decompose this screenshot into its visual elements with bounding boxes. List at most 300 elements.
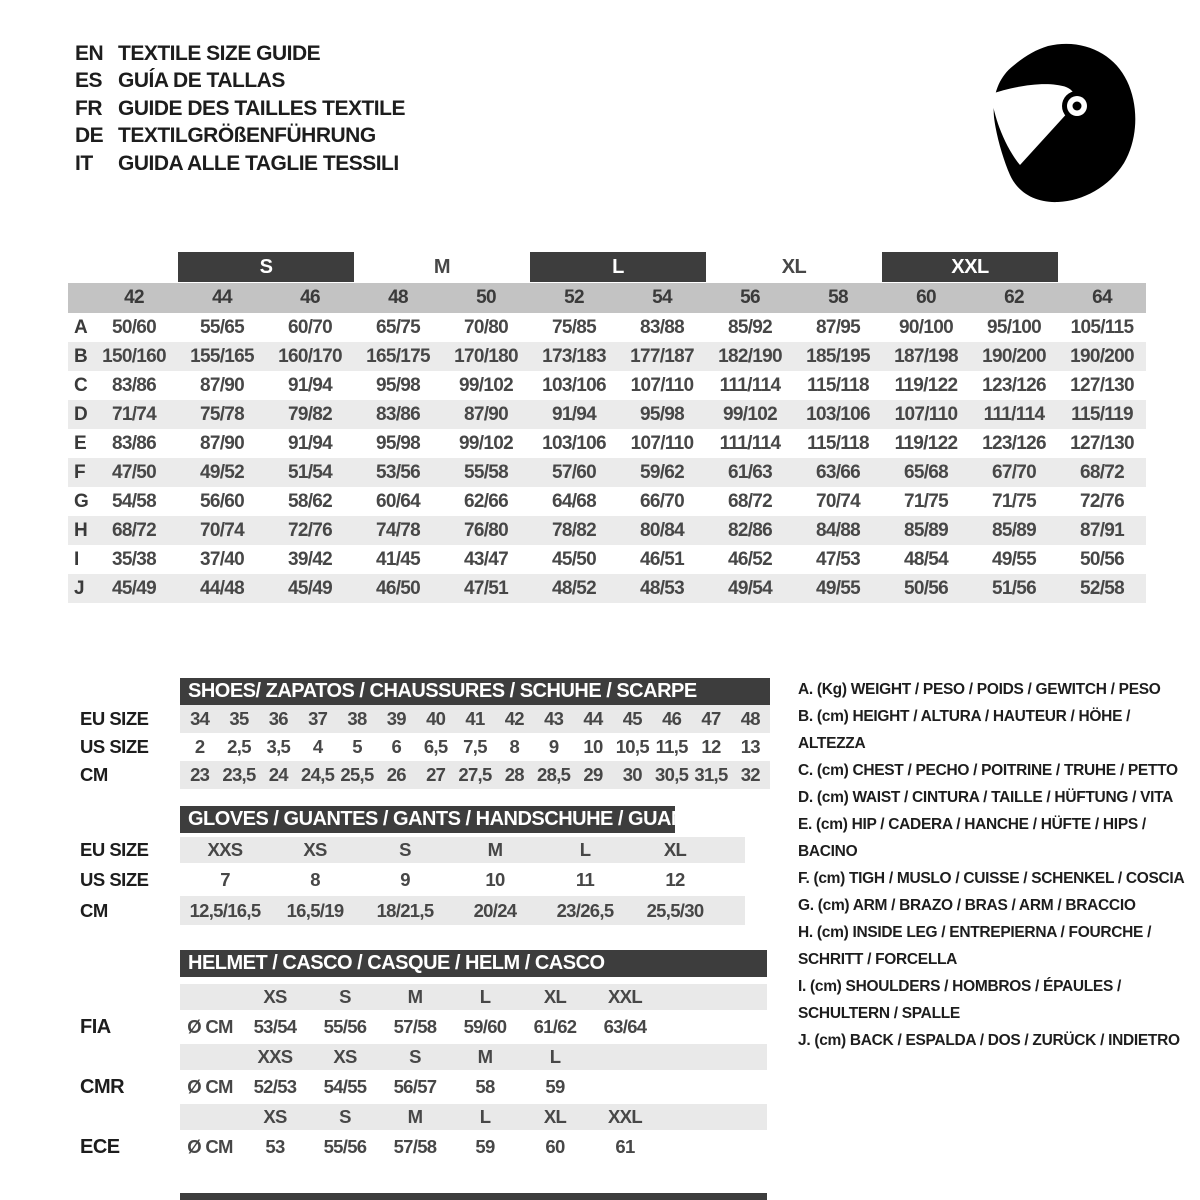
shoes-value-cell: 10 [583, 736, 603, 757]
measurement-cell: 127/130 [1070, 374, 1134, 396]
shoes-value-cell: 7,5 [463, 736, 487, 757]
size-group-l: L [530, 252, 706, 282]
measurement-cell: 79/82 [287, 403, 333, 425]
size-number-row [68, 283, 1146, 313]
shoes-row [180, 733, 770, 761]
language-code: EN [75, 41, 104, 65]
measurement-cell: 60/64 [375, 490, 421, 512]
measurement-cell: 35/38 [111, 548, 157, 570]
shoes-value-cell: 34 [190, 708, 210, 729]
measurement-cell: 47/50 [111, 461, 157, 483]
measurement-cell: 84/88 [815, 519, 861, 541]
gloves-value-cell: 12,5/16,5 [189, 899, 261, 921]
helmet-value-cell: 54/55 [323, 1076, 367, 1097]
legend-item: J. (cm) BACK / ESPALDA / DOS / ZURÜCK / INDIETRO [798, 1032, 1180, 1049]
helmet-size-cell: L [549, 1046, 561, 1067]
measurement-cell: 47/53 [815, 548, 861, 570]
shoes-value-cell: 8 [509, 736, 520, 757]
language-title: GUIDA ALLE TAGLIE TESSILI [118, 151, 399, 175]
language-title: GUIDE DES TAILLES TEXTILE [118, 96, 405, 120]
measurement-cell: 99/102 [723, 403, 777, 425]
cropped-section-bar [180, 1193, 767, 1200]
helmet-value-cell: 60 [545, 1136, 565, 1157]
measurement-cell: 56/60 [199, 490, 245, 512]
measurement-cell: 52/58 [1079, 577, 1125, 599]
measurement-cell: 46/50 [375, 577, 421, 599]
shoes-value-cell: 2 [194, 736, 205, 757]
legend-item: G. (cm) ARM / BRAZO / BRAS / ARM / BRACCIO [798, 897, 1136, 914]
helmet-table [180, 984, 767, 1164]
measurement-cell: 76/80 [463, 519, 509, 541]
measurement-cell: 115/118 [807, 374, 869, 396]
gloves-value-cell: L [579, 839, 591, 860]
measurement-cell: 68/72 [1079, 461, 1125, 483]
measurement-cell: 37/40 [199, 548, 245, 570]
shoes-row [180, 761, 770, 789]
measurement-cell: 49/55 [991, 548, 1037, 570]
measurement-cell: 111/114 [719, 374, 781, 396]
language-code: DE [75, 124, 104, 148]
table-row [68, 342, 1146, 371]
shoes-row [180, 705, 770, 733]
shoes-value-cell: 28,5 [537, 764, 571, 785]
measurement-cell: 150/160 [102, 345, 166, 367]
helmet-sizes-row-ece [180, 1104, 767, 1130]
row-letter: B [74, 345, 88, 367]
helmet-size-cell: S [409, 1046, 421, 1067]
helmet-value-cell: 55/56 [323, 1136, 367, 1157]
measurement-cell: 65/75 [375, 316, 421, 338]
measurement-cell: 49/54 [727, 577, 773, 599]
gloves-value-cell: 16,5/19 [286, 899, 344, 921]
shoes-value-cell: 27,5 [458, 764, 492, 785]
gloves-row [180, 837, 745, 863]
measurement-cell: 46/52 [727, 548, 773, 570]
helmet-size-cell: M [477, 1046, 493, 1067]
gloves-value-cell: XL [663, 839, 687, 860]
table-row [68, 545, 1146, 574]
shoes-value-cell: 24 [268, 764, 288, 785]
shoes-value-cell: 41 [465, 708, 485, 729]
gloves-value-cell: M [487, 839, 503, 860]
language-code: FR [75, 96, 102, 120]
measurement-cell: 87/90 [463, 403, 509, 425]
helmet-sizes-row-fia [180, 984, 767, 1010]
measurement-cell: 187/198 [894, 345, 958, 367]
measurement-cell: 95/98 [375, 374, 421, 396]
measurement-cell: 87/91 [1079, 519, 1125, 541]
measurement-cell: 82/86 [727, 519, 773, 541]
row-letter: A [74, 316, 88, 338]
shoes-value-cell: 31,5 [694, 764, 728, 785]
size-number-cell: 56 [740, 287, 760, 308]
measurement-cell: 170/180 [454, 345, 518, 367]
measurement-legend [798, 676, 1188, 1054]
helmet-value-cell: 56/57 [393, 1076, 437, 1097]
measurement-cell: 190/200 [1070, 345, 1134, 367]
gloves-eu-size-label: EU SIZE [80, 839, 149, 860]
legend-item: B. (cm) HEIGHT / ALTURA / HAUTEUR / HÖHE / ALTEZZA [798, 708, 1131, 752]
measurement-cell: 185/195 [806, 345, 870, 367]
helmet-values-row-fia [180, 1010, 767, 1044]
size-group-m: M [433, 255, 451, 278]
measurement-cell: 119/122 [894, 432, 958, 454]
measurement-cell: 107/110 [894, 403, 958, 425]
measurement-cell: 99/102 [459, 374, 513, 396]
shoes-value-cell: 42 [504, 708, 524, 729]
table-row [68, 400, 1146, 429]
size-number-cell: 42 [124, 287, 144, 308]
measurement-cell: 47/51 [463, 577, 509, 599]
language-title: GUÍA DE TALLAS [118, 69, 285, 93]
row-letter: H [74, 519, 88, 541]
helmet-value-cell: 57/58 [393, 1136, 437, 1157]
measurement-cell: 72/76 [1079, 490, 1125, 512]
measurement-cell: 115/119 [1071, 403, 1133, 425]
row-letter: D [74, 403, 88, 425]
measurement-cell: 61/63 [727, 461, 773, 483]
table-row [68, 574, 1146, 603]
shoes-value-cell: 12 [701, 736, 721, 757]
measurement-cell: 85/92 [727, 316, 773, 338]
measurement-cell: 83/86 [111, 374, 157, 396]
measurement-cell: 59/62 [639, 461, 685, 483]
measurement-cell: 64/68 [551, 490, 597, 512]
shoes-value-cell: 10,5 [615, 736, 649, 757]
measurement-cell: 67/70 [991, 461, 1037, 483]
measurement-cell: 103/106 [542, 374, 606, 396]
helmet-size-cell: M [407, 1106, 423, 1127]
size-number-cell: 62 [1004, 287, 1024, 308]
gloves-value-cell: 20/24 [473, 899, 517, 921]
measurement-cell: 87/90 [199, 374, 245, 396]
gloves-value-cell: 11 [575, 868, 595, 890]
helmet-size-cell: XS [263, 986, 287, 1007]
measurement-cell: 83/88 [639, 316, 685, 338]
helmet-size-cell: XXL [608, 986, 642, 1007]
textile-size-table [68, 252, 1146, 603]
helmet-value-cell: 55/56 [323, 1016, 367, 1037]
measurement-cell: 39/42 [287, 548, 333, 570]
legend-item: A. (Kg) WEIGHT / PESO / POIDS / GEWITCH / PESO [798, 681, 1161, 698]
helmet-standard-label-cmr: CMR [80, 1075, 125, 1098]
language-row [75, 123, 405, 151]
helmet-values-row-ece [180, 1130, 767, 1164]
table-row [68, 487, 1146, 516]
helmet-size-cell: XS [333, 1046, 357, 1067]
size-number-cell: 58 [828, 287, 848, 308]
language-row [75, 68, 405, 96]
helmet-value-cell: 59 [475, 1136, 495, 1157]
shoes-cm-label: CM [80, 764, 108, 785]
legend-item: D. (cm) WAIST / CINTURA / TAILLE / HÜFTUNG / VITA [798, 789, 1174, 806]
shoes-us-size-label: US SIZE [80, 736, 149, 757]
measurement-cell: 74/78 [375, 519, 421, 541]
measurement-cell: 173/183 [542, 345, 606, 367]
measurement-cell: 107/110 [630, 374, 694, 396]
corner-cell [68, 283, 90, 313]
measurement-cell: 45/49 [287, 577, 333, 599]
size-group-header-row [68, 252, 1146, 282]
shoes-value-cell: 46 [662, 708, 682, 729]
shoes-value-cell: 39 [386, 708, 406, 729]
shoes-value-cell: 30,5 [655, 764, 689, 785]
shoes-value-cell: 11,5 [655, 736, 688, 757]
gloves-table [180, 837, 745, 925]
row-letter: J [74, 577, 84, 599]
measurement-cell: 99/102 [459, 432, 513, 454]
helmet-size-cell: XS [263, 1106, 287, 1127]
measurement-cell: 63/66 [815, 461, 861, 483]
measurement-cell: 45/50 [551, 548, 597, 570]
language-row [75, 95, 405, 123]
helmet-size-cell: S [339, 986, 351, 1007]
language-title: TEXTILGRÖßENFÜHRUNG [118, 124, 376, 148]
diameter-unit-cell: Ø CM [187, 1136, 233, 1157]
shoes-value-cell: 23,5 [222, 764, 256, 785]
gloves-cm-label: CM [80, 899, 108, 921]
gloves-value-cell: 7 [220, 868, 230, 890]
shoes-value-cell: 48 [740, 708, 760, 729]
measurement-cell: 53/56 [375, 461, 421, 483]
helmet-size-cell: S [339, 1106, 351, 1127]
measurement-cell: 182/190 [718, 345, 782, 367]
measurement-cell: 65/68 [903, 461, 949, 483]
helmet-size-cell: XL [543, 1106, 567, 1127]
shoes-value-cell: 6 [391, 736, 402, 757]
gloves-row [180, 863, 745, 896]
shoes-value-cell: 47 [701, 708, 721, 729]
measurement-cell: 41/45 [375, 548, 421, 570]
size-number-cell: 50 [476, 287, 496, 308]
helmet-size-cell: M [407, 986, 423, 1007]
row-letter: E [74, 432, 86, 454]
table-row [68, 371, 1146, 400]
measurement-cell: 87/95 [815, 316, 861, 338]
measurement-cell: 71/75 [991, 490, 1037, 512]
measurement-cell: 90/100 [899, 316, 953, 338]
shoes-section-header-bar [180, 678, 770, 705]
size-number-cell: 44 [212, 287, 232, 308]
measurement-cell: 111/114 [719, 432, 781, 454]
measurement-cell: 103/106 [806, 403, 870, 425]
shoes-value-cell: 32 [740, 764, 760, 785]
helmet-value-cell: 59/60 [463, 1016, 507, 1037]
size-number-cell: 60 [916, 287, 936, 308]
shoes-value-cell: 4 [312, 736, 323, 757]
gloves-section-title: GLOVES / GUANTES / GANTS / HANDSCHUHE / GUANTI [188, 808, 702, 830]
measurement-cell: 165/175 [366, 345, 430, 367]
measurement-cell: 105/115 [1070, 316, 1134, 338]
language-row [75, 150, 405, 178]
row-letter: G [74, 490, 89, 512]
table-row [68, 516, 1146, 545]
helmet-value-cell: 58 [475, 1076, 495, 1097]
racing-helmet-icon [980, 36, 1140, 206]
measurement-cell: 107/110 [630, 432, 694, 454]
size-number-cell: 52 [564, 287, 584, 308]
measurement-cell: 46/51 [639, 548, 685, 570]
measurement-cell: 123/126 [982, 374, 1046, 396]
measurement-cell: 66/70 [639, 490, 685, 512]
measurement-cell: 85/89 [903, 519, 949, 541]
measurement-cell: 80/84 [639, 519, 685, 541]
measurement-cell: 68/72 [111, 519, 157, 541]
helmet-standard-label-ece: ECE [80, 1135, 120, 1158]
measurement-cell: 85/89 [991, 519, 1037, 541]
shoes-table [180, 705, 770, 789]
measurement-cell: 83/86 [375, 403, 421, 425]
measurement-cell: 70/74 [815, 490, 861, 512]
shoes-value-cell: 3,5 [266, 736, 291, 757]
helmet-size-cell: L [479, 1106, 491, 1127]
language-title: TEXTILE SIZE GUIDE [118, 41, 321, 65]
helmet-size-cell: L [479, 986, 491, 1007]
shoes-value-cell: 44 [583, 708, 603, 729]
table-row [68, 313, 1146, 342]
helmet-standard-label-fia: FIA [80, 1015, 111, 1038]
shoes-value-cell: 5 [352, 736, 362, 757]
shoes-value-cell: 28 [504, 764, 524, 785]
measurement-cell: 83/86 [111, 432, 157, 454]
measurement-cell: 70/74 [199, 519, 245, 541]
measurement-cell: 91/94 [287, 432, 333, 454]
measurement-cell: 58/62 [287, 490, 333, 512]
measurement-cell: 70/80 [463, 316, 509, 338]
size-number-cell: 64 [1092, 287, 1112, 308]
shoes-value-cell: 29 [583, 764, 603, 785]
measurement-cell: 72/76 [287, 519, 333, 541]
helmet-size-cell: XXL [608, 1106, 642, 1127]
gloves-value-cell: 23/26,5 [556, 899, 614, 921]
gloves-value-cell: 18/21,5 [376, 899, 434, 921]
gloves-value-cell: 10 [485, 868, 505, 890]
measurement-cell: 87/90 [199, 432, 245, 454]
language-code: ES [75, 69, 103, 93]
legend-item: F. (cm) TIGH / MUSLO / CUISSE / SCHENKEL / COSCIA [798, 870, 1185, 887]
measurement-cell: 55/65 [199, 316, 245, 338]
shoes-value-cell: 37 [308, 708, 328, 729]
shoes-value-cell: 9 [548, 736, 559, 757]
measurement-cell: 48/54 [903, 548, 949, 570]
measurement-cell: 55/58 [463, 461, 509, 483]
measurement-cell: 91/94 [551, 403, 597, 425]
size-number-cell: 48 [388, 287, 408, 308]
measurement-cell: 54/58 [111, 490, 157, 512]
measurement-cell: 62/66 [463, 490, 509, 512]
shoes-value-cell: 27 [426, 764, 446, 785]
measurement-cell: 48/53 [639, 577, 685, 599]
size-number-cell: 54 [652, 287, 672, 308]
gloves-value-cell: 12 [665, 868, 685, 890]
shoes-value-cell: 25,5 [340, 764, 374, 785]
legend-item: C. (cm) CHEST / PECHO / POITRINE / TRUHE / PETTO [798, 762, 1178, 779]
measurement-cell: 75/85 [551, 316, 597, 338]
helmet-value-cell: 63/64 [603, 1016, 647, 1037]
measurement-cell: 49/55 [815, 577, 861, 599]
shoes-value-cell: 35 [229, 708, 249, 729]
row-letter: F [74, 461, 85, 483]
shoes-value-cell: 2,5 [227, 736, 251, 757]
helmet-section-header-bar [180, 950, 767, 977]
measurement-cell: 160/170 [278, 345, 342, 367]
gloves-value-cell: 9 [400, 868, 410, 890]
row-letter: I [74, 548, 79, 570]
shoes-value-cell: 24,5 [301, 764, 335, 785]
helmet-value-cell: 52/53 [253, 1076, 297, 1097]
shoes-value-cell: 40 [426, 708, 446, 729]
gloves-section-header-bar [180, 806, 702, 833]
helmet-value-cell: 61 [615, 1136, 635, 1157]
measurement-cell: 177/187 [630, 345, 694, 367]
helmet-section-title: HELMET / CASCO / CASQUE / HELM / CASCO [188, 952, 605, 974]
helmet-size-cell: XXS [257, 1046, 293, 1067]
gloves-value-cell: XS [303, 839, 327, 860]
measurement-cell: 190/200 [982, 345, 1046, 367]
row-letter: C [74, 374, 88, 396]
measurement-cell: 95/98 [375, 432, 421, 454]
measurement-cell: 50/56 [903, 577, 949, 599]
measurement-cell: 51/56 [991, 577, 1037, 599]
legend-item: I. (cm) SHOULDERS / HOMBROS / ÉPAULES / SCHULTERN / SPALLE [798, 978, 1122, 1022]
helmet-value-cell: 59 [545, 1076, 565, 1097]
measurement-cell: 50/60 [111, 316, 157, 338]
gloves-value-cell: 8 [310, 868, 320, 890]
helmet-value-cell: 53/54 [253, 1016, 297, 1037]
gloves-value-cell: 25,5/30 [646, 899, 704, 921]
gloves-value-cell: XXS [207, 839, 243, 860]
diameter-unit-cell: Ø CM [187, 1076, 233, 1097]
measurement-cell: 91/94 [287, 374, 333, 396]
measurement-cell: 103/106 [542, 432, 606, 454]
measurement-cell: 45/49 [111, 577, 157, 599]
measurement-cell: 119/122 [894, 374, 958, 396]
measurement-cell: 123/126 [982, 432, 1046, 454]
gloves-row [180, 896, 745, 925]
measurement-rows [68, 313, 1146, 603]
measurement-cell: 75/78 [199, 403, 245, 425]
language-row [75, 40, 405, 68]
shoes-section-title: SHOES/ ZAPATOS / CHAUSSURES / SCHUHE / SCARPE [188, 680, 697, 702]
measurement-cell: 60/70 [287, 316, 333, 338]
measurement-cell: 111/114 [983, 403, 1045, 425]
helmet-size-cell: XL [543, 986, 567, 1007]
size-number-cell: 46 [300, 287, 320, 308]
legend-item: H. (cm) INSIDE LEG / ENTREPIERNA / FOURCHE / SCHRITT / FORCELLA [798, 924, 1152, 968]
size-group-s: S [178, 252, 354, 282]
helmet-value-cell: 57/58 [393, 1016, 437, 1037]
measurement-cell: 95/98 [639, 403, 685, 425]
measurement-cell: 49/52 [199, 461, 245, 483]
measurement-cell: 95/100 [987, 316, 1041, 338]
size-group-xl: XL [781, 255, 807, 278]
shoes-value-cell: 38 [347, 708, 367, 729]
measurement-cell: 44/48 [199, 577, 245, 599]
measurement-cell: 78/82 [551, 519, 597, 541]
shoes-value-cell: 26 [386, 764, 406, 785]
gloves-value-cell: S [399, 839, 411, 860]
language-code: IT [75, 151, 93, 175]
shoes-value-cell: 6,5 [423, 736, 448, 757]
helmet-values-row-cmr [180, 1070, 767, 1104]
shoes-value-cell: 43 [544, 708, 564, 729]
shoes-value-cell: 30 [622, 764, 642, 785]
legend-item: E. (cm) HIP / CADERA / HANCHE / HÜFTE / HIPS / BACINO [798, 816, 1146, 860]
measurement-cell: 48/52 [551, 577, 597, 599]
helmet-value-cell: 53 [265, 1136, 285, 1157]
table-row [68, 458, 1146, 487]
measurement-cell: 50/56 [1079, 548, 1125, 570]
